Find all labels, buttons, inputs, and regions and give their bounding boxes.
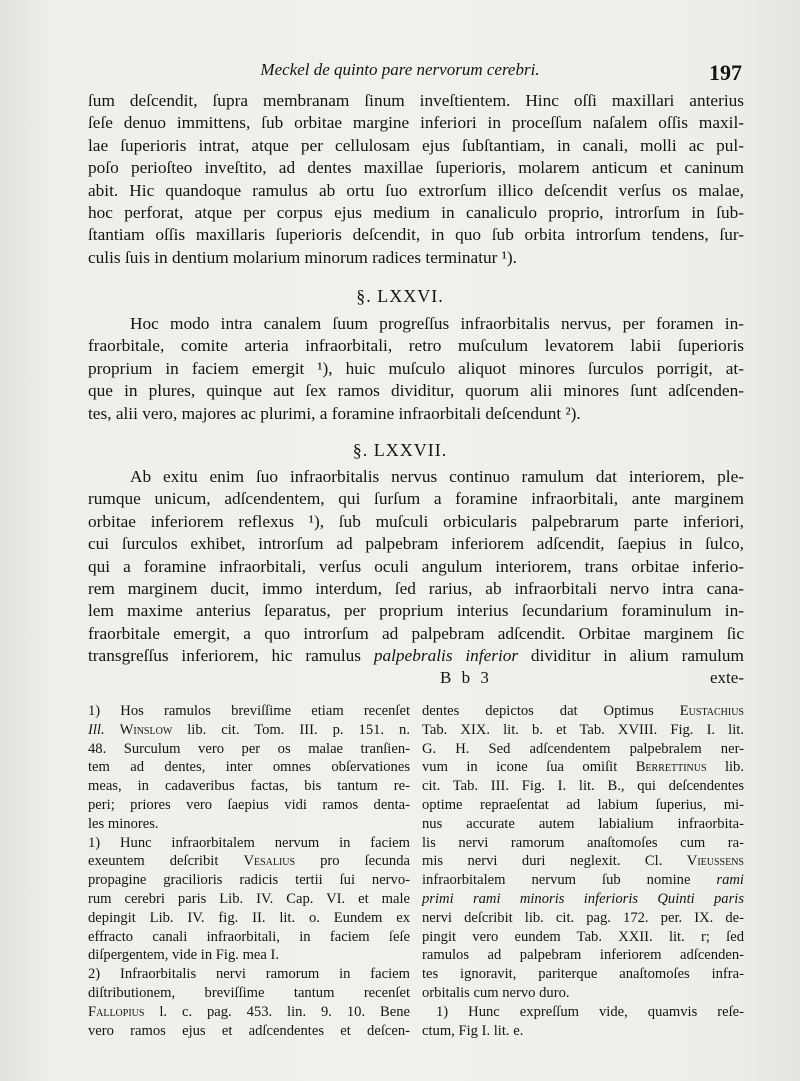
footnote-line: ctum, Fig I. lit. e. xyxy=(422,1022,524,1039)
section-76-paragraph xyxy=(88,313,744,425)
text-line: ſum deſcendit, ſupra membranam ſinum inveſtientem. Hinc oſſi maxillari anterius xyxy=(88,91,744,110)
text-line: Ab exitu enim ſuo infraorbitalis nervus continuo ramulum dat interiorem, ple- xyxy=(130,467,744,486)
footnote-line: 1) Hunc expreſſum vide, quamvis reſe- xyxy=(436,1003,744,1020)
text-line: rumque unicum, adſcendentem, qui ſurſum a foramine infraorbitali, ante marginem xyxy=(88,489,744,509)
footnote-line: vum in icone ſua omiſit Berrettinus lib. xyxy=(422,759,745,776)
text-line: culis ſuis in dentium molarium minorum radices terminatur ¹). xyxy=(88,247,517,267)
footnote-line: effracto canali infraorbitali, in faciem ſeſe xyxy=(88,928,410,945)
text-line: tes, alii vero, majores ac plurimi, a foramine infraorbitali deſcendunt ²). xyxy=(88,403,581,423)
footnote-line: optime repraeſentat ad labium ſuperius, mi- xyxy=(422,796,744,813)
footnote-line: depingit Lib. IV. fig. II. lit. o. Eundem ex xyxy=(88,909,410,926)
text-line: poſo perioſteo inveſtito, ad dentes maxillae ſuperioris, molarem anticum et caninum xyxy=(88,158,744,178)
footnote-line: exeuntem deſcribit Vesalius pro ſecunda xyxy=(88,853,410,870)
catchword: exte- xyxy=(710,668,744,687)
footnote-line: infraorbitalem nervum ſub nomine rami xyxy=(422,872,744,889)
footnote-line: meas, in cadaveribus factas, bis tantum re- xyxy=(88,778,410,795)
footnote-line: mis nervi duri neglexit. Cl. Vieussens xyxy=(422,853,744,870)
footnote-line: rum cerebri paris Lib. IV. Cap. VI. et male xyxy=(88,890,410,907)
footnote-line: peri; priores vero ſaepius vidi ramos denta- xyxy=(88,796,410,813)
text-line: ſeſe denuo immittens, ſub orbitae margine inferiori in proceſſum naſalem oſſis maxil- xyxy=(88,113,744,133)
footnote-line: nervi deſcribit lib. cit. pag. 172. per. IX. de- xyxy=(422,909,744,926)
text-line: Hoc modo intra canalem ſuum progreſſus infraorbitalis nervus, per foramen in- xyxy=(130,314,744,333)
footnote-line: cit. Tab. III. Fig. I. lit. B., qui deſcendentes xyxy=(422,778,744,795)
top-paragraph xyxy=(88,90,744,269)
footnote-line: diſpergentem, vide in Fig. mea I. xyxy=(88,947,280,964)
footnote-line: Fallopius l. c. pag. 453. lin. 9. 10. Bene xyxy=(88,1003,410,1020)
section-heading-77: §. LXXVII. xyxy=(352,440,448,460)
footnote-line: tes ignoravit, pariterque anaſtomoſes infra- xyxy=(422,966,744,983)
text-line: proprium in faciem emergit ¹), huic muſculo aliquot minores ſurculos porrigit, at- xyxy=(88,358,744,378)
footnote-line: tem ad dentes, inter omnes obſervationes xyxy=(88,759,410,776)
text-line: ſtantiam oſſis maxillaris ſuperioris deſcendit, in quo ſub orbita introrſum tendens, ſur- xyxy=(88,225,744,245)
footnote-line: 48. Surculum vero per os malae tranſien- xyxy=(88,740,410,757)
catchline xyxy=(88,667,744,689)
footnote-line: les minores. xyxy=(88,815,159,832)
text-line: lae ſuperioris intrat, atque per cellulosam ejus ſubſtantiam, in canali, molli ac pul- xyxy=(88,135,744,155)
text-line: orbitae inferiorem reflexus ¹), ſub muſculi orbicularis palpebrarum parte inferiori, xyxy=(88,511,744,531)
text-line: qui a foramine infraorbitali, verſus oculi angulum interiorem, trans orbitae inferio- xyxy=(88,556,744,576)
footnote-line: G. H. Sed adſcendentem palpebralem ner- xyxy=(422,740,744,757)
footnote-line: Tab. XIX. lit. b. et Tab. XVIII. Fig. I. lit. xyxy=(422,721,744,738)
footnote-line: dentes depictos dat Optimus Eustachius xyxy=(422,703,744,719)
footnote-line: 1) Hunc infraorbitalem nervum in faciem xyxy=(88,834,410,851)
text-line: lem maxime anterius ſeparatus, per proprium interius ſecundarium foraminulum in- xyxy=(88,601,744,621)
footnote-line: ramulos ad palpebram inferiorem adſcenden- xyxy=(422,947,744,964)
footnote-line: diſtributionem, breviſſime tantum recenſet xyxy=(88,984,410,1001)
footnote-line: propagine gracilioris radicis tertii ſui nervo- xyxy=(88,872,410,889)
footnote-line: vero ramos ejus et adſcendentes et deſcen- xyxy=(88,1022,410,1039)
footnote-line: 1) Hos ramulos breviſſime etiam recenſet xyxy=(88,703,410,719)
signature-mark: B b 3 xyxy=(440,668,492,687)
running-title: Meckel de quinto pare nervorum cerebri. xyxy=(260,60,540,79)
text-line: rem marginem ducit, immo interdum, ſed rarius, ab infraorbitali nervo intra cana- xyxy=(88,578,744,598)
text-line: fraorbitale, comite arteria infraorbitali, retro muſculum levatorem labii ſuperioris xyxy=(88,336,744,356)
footnote-line: orbitalis cum nervo duro. xyxy=(422,984,570,1001)
footnotes-right-column xyxy=(422,702,744,1040)
footnote-line: primi rami minoris inferioris Quinti paris xyxy=(422,890,744,907)
text-line: cui ſurculos exhibet, introrſum ad palpebram inferiorem adſcendit, ſaepius in ſulco, xyxy=(88,534,744,554)
footnote-line: lis nervi ramorum anaſtomoſes cum ra- xyxy=(422,834,744,851)
footnote-line: Ill. Winslow lib. cit. Tom. III. p. 151. n. xyxy=(88,721,410,738)
footnote-line: nus accurate autem labialium infraorbita- xyxy=(422,815,744,832)
text-line: abit. Hic quandoque ramulus ab ortu ſuo extrorſum illico deſcendit verſus os malae, xyxy=(88,180,744,200)
text-line: hoc perforat, atque per corpus ejus medium in canaliculo proprio, introrſum in ſub- xyxy=(88,202,744,222)
footnotes-left-column xyxy=(88,702,410,1040)
footnote-line: pingit vero eundem Tab. XXII. lit. r; ſed xyxy=(422,928,744,945)
page-number: 197 xyxy=(709,60,742,85)
text-line: transgreſſus inferiorem, hic ramulus palpebralis inferior dividitur in alium ramulum xyxy=(88,646,744,666)
section-heading-76: §. LXXVI. xyxy=(356,286,444,306)
section-77-paragraph xyxy=(88,466,744,668)
text-line: que in plures, quinque aut ſex ramos dividitur, quorum alii minores ſunt adſcenden- xyxy=(88,381,744,401)
text-line: fraorbitale emergit, a quo introrſum ad palpebram adſcendit. Orbitae marginem ſic xyxy=(88,623,744,643)
footnote-line: 2) Infraorbitalis nervi ramorum in faciem xyxy=(88,966,410,983)
